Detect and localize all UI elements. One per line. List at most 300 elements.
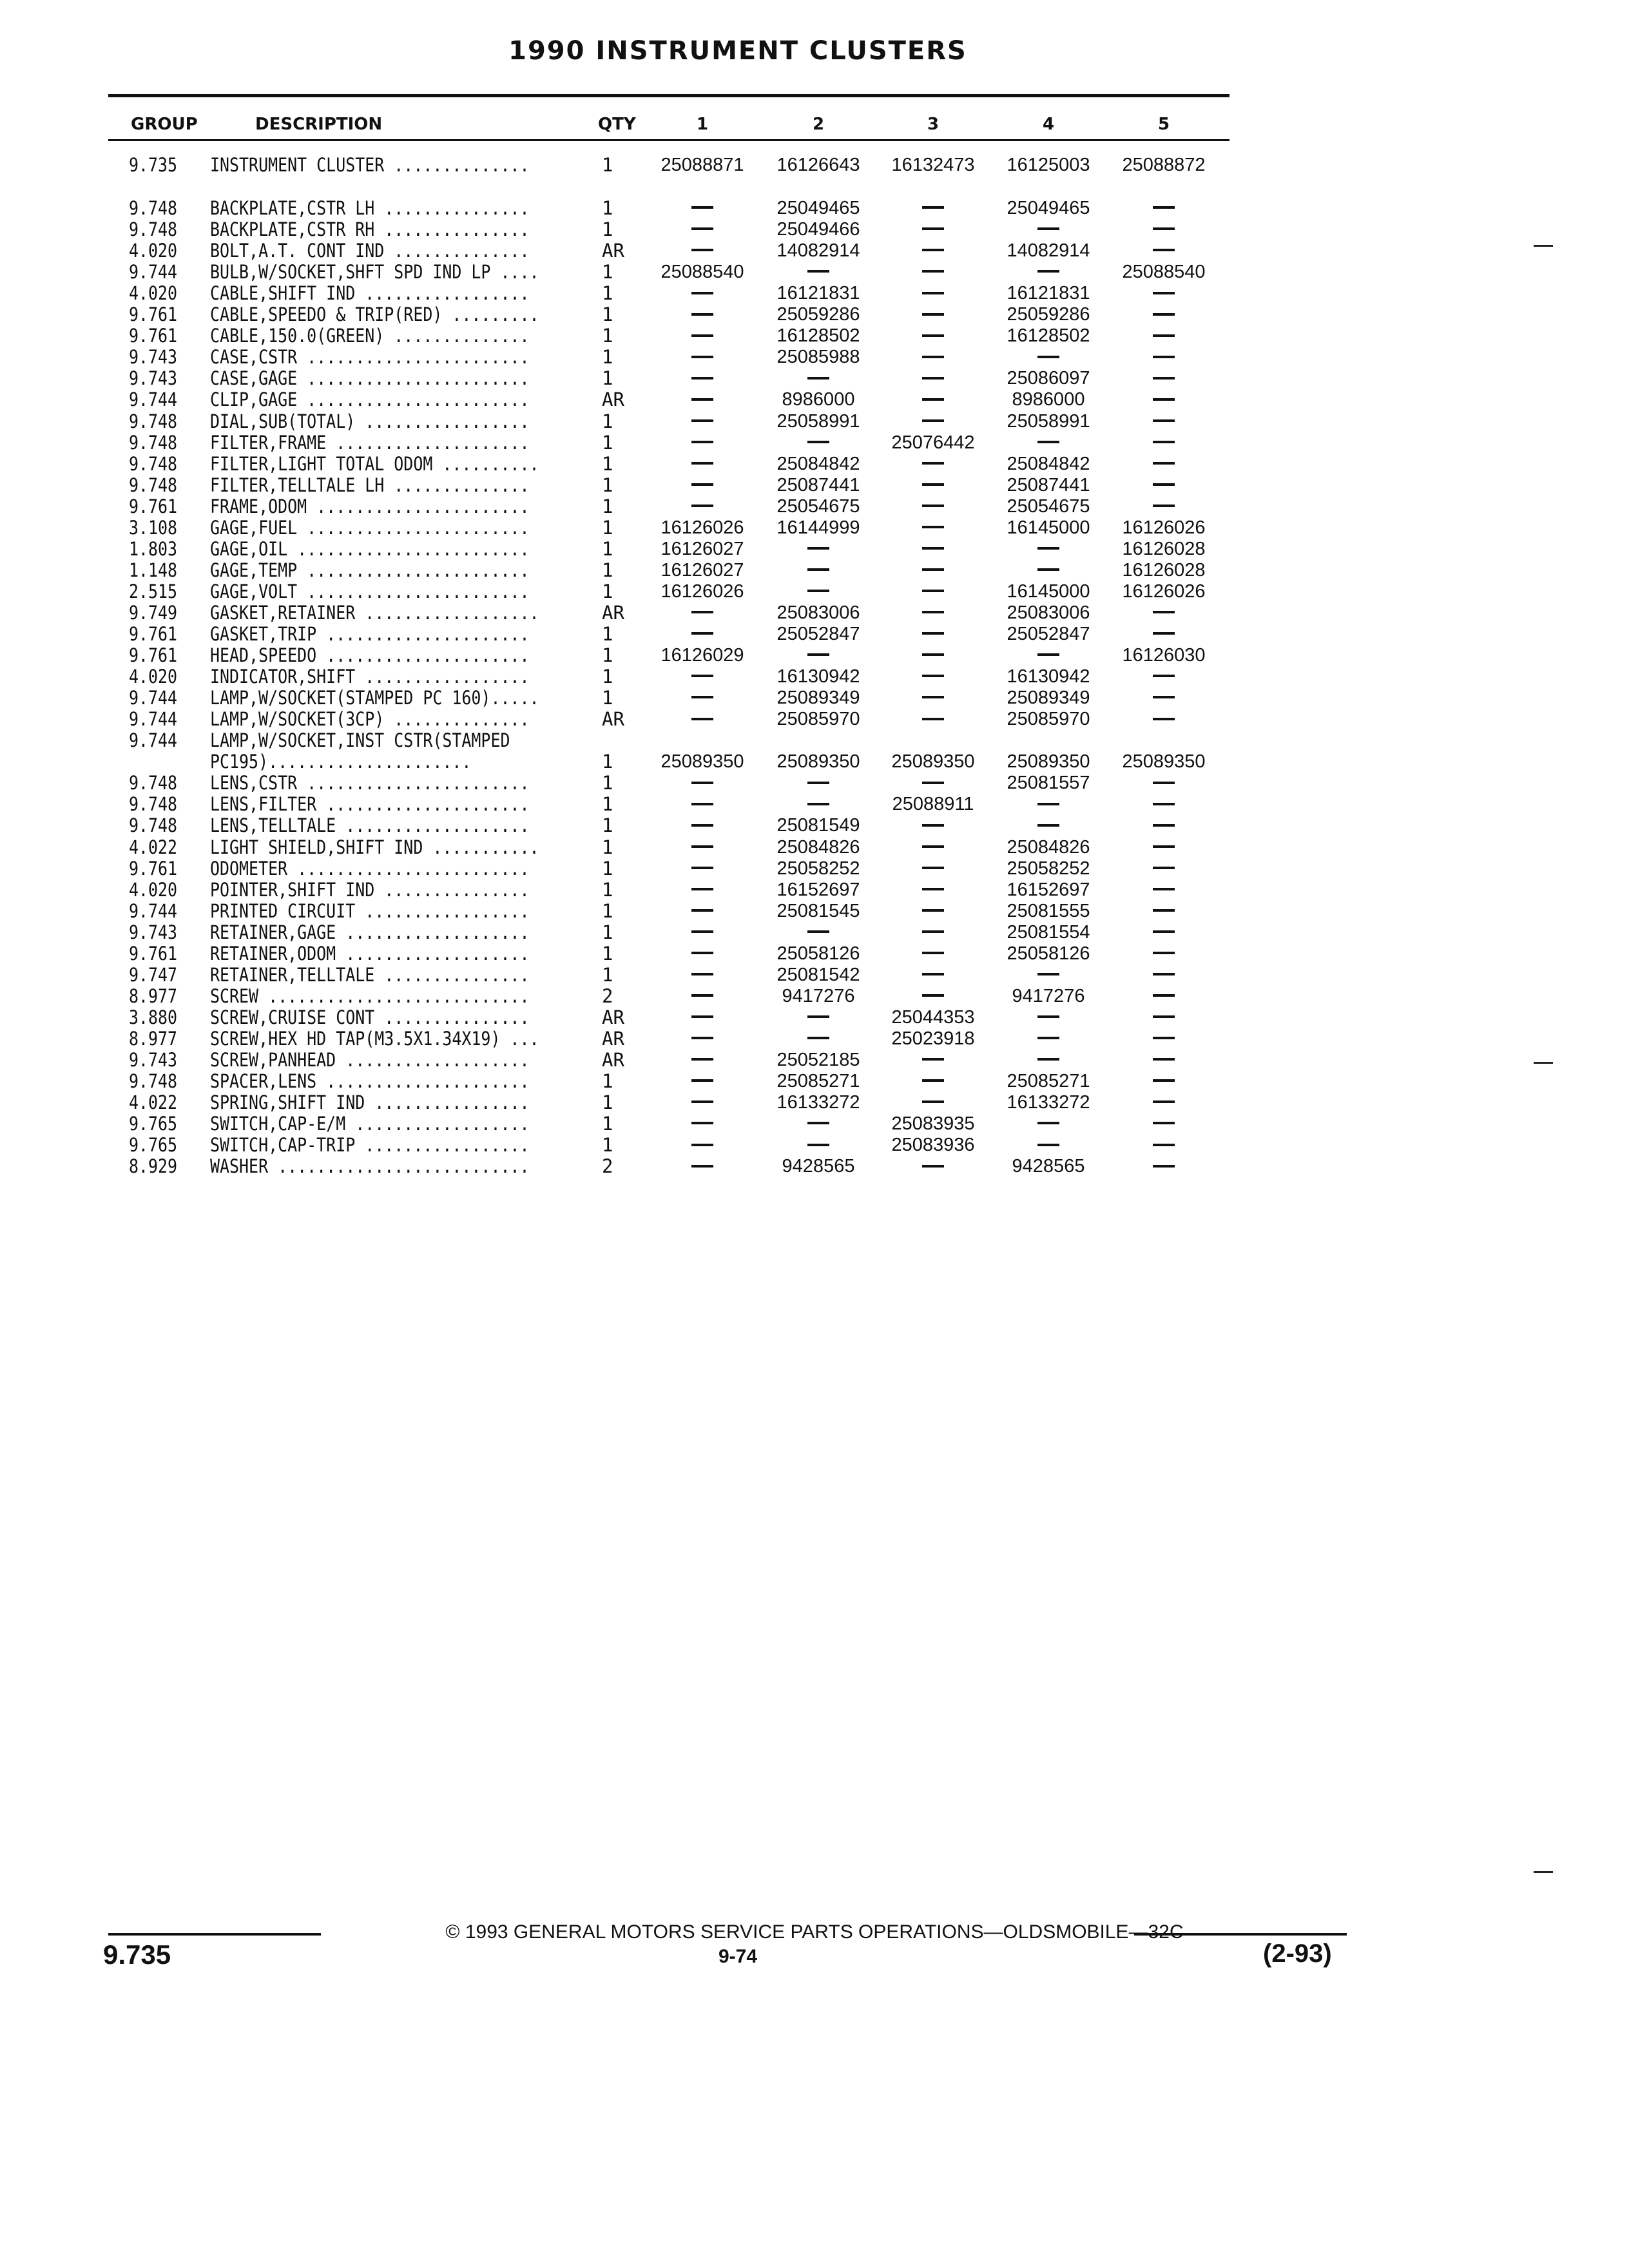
dash-mark bbox=[922, 930, 944, 933]
group-code: 9.735 bbox=[129, 154, 178, 176]
dash-mark bbox=[691, 973, 713, 975]
not-applicable-dash bbox=[875, 368, 991, 389]
group-code: 9.748 bbox=[129, 431, 178, 454]
part-number-col-4: 25081555 bbox=[1007, 900, 1090, 921]
not-applicable-dash bbox=[644, 1071, 760, 1091]
part-description: RETAINER,TELLTALE ............... bbox=[210, 964, 530, 985]
part-description: LAMP,W/SOCKET,INST CSTR(STAMPED bbox=[210, 730, 510, 751]
not-applicable-dash bbox=[990, 262, 1106, 282]
dash-mark bbox=[922, 1100, 944, 1103]
not-applicable-dash bbox=[1106, 1092, 1222, 1113]
part-number-col-4: 8986000 bbox=[1012, 389, 1085, 410]
part-qty: 1 bbox=[602, 516, 613, 539]
part-number-col-2: 25089350 bbox=[776, 751, 860, 773]
not-applicable-dash bbox=[875, 858, 991, 879]
not-applicable-dash bbox=[644, 496, 760, 517]
part-number-col-4: 16145000 bbox=[1007, 581, 1090, 602]
not-applicable-dash bbox=[644, 837, 760, 858]
not-applicable-dash bbox=[644, 858, 760, 879]
part-qty: 1 bbox=[602, 537, 613, 560]
not-applicable-dash bbox=[1106, 858, 1222, 879]
part-number-col-2: 8986000 bbox=[782, 389, 855, 410]
dash-mark bbox=[922, 1058, 944, 1061]
part-number-col-4: 16125003 bbox=[1007, 155, 1090, 175]
part-qty: 1 bbox=[602, 963, 613, 986]
part-qty: 1 bbox=[602, 878, 613, 901]
dash-mark bbox=[922, 867, 944, 869]
not-applicable-dash bbox=[644, 794, 760, 814]
part-number-col-1: 16126026 bbox=[660, 581, 744, 602]
part-number-col-2: 16121831 bbox=[776, 283, 860, 304]
group-code: 9.748 bbox=[129, 793, 178, 816]
group-code: 9.748 bbox=[129, 814, 178, 837]
not-applicable-dash bbox=[1106, 986, 1222, 1006]
not-applicable-dash bbox=[760, 1028, 876, 1049]
part-number-col-2: 25059286 bbox=[776, 304, 860, 325]
not-applicable-dash bbox=[875, 389, 991, 410]
not-applicable-dash bbox=[1106, 368, 1222, 389]
dash-mark bbox=[691, 994, 713, 997]
dash-mark bbox=[691, 377, 713, 380]
part-number-col-5: 16126026 bbox=[1122, 581, 1206, 602]
not-applicable-dash bbox=[875, 1050, 991, 1070]
not-applicable-dash bbox=[1106, 1071, 1222, 1091]
not-applicable-dash bbox=[644, 411, 760, 432]
not-applicable-dash bbox=[1106, 454, 1222, 474]
dash-mark bbox=[691, 1015, 713, 1018]
not-applicable-dash bbox=[990, 432, 1106, 453]
part-description: LENS,CSTR ....................... bbox=[210, 773, 530, 794]
not-applicable-dash bbox=[1106, 815, 1222, 836]
dash-mark bbox=[1153, 782, 1175, 784]
part-number-col-2: 25049465 bbox=[776, 198, 860, 218]
part-number-col-2: 16130942 bbox=[776, 666, 860, 687]
part-qty: 1 bbox=[602, 1134, 613, 1157]
not-applicable-dash bbox=[1106, 624, 1222, 644]
dash-mark bbox=[922, 227, 944, 230]
not-applicable-dash bbox=[875, 986, 991, 1006]
part-description: CASE,GAGE ....................... bbox=[210, 368, 530, 389]
dash-mark bbox=[922, 1165, 944, 1168]
not-applicable-dash bbox=[875, 645, 991, 666]
part-qty: 1 bbox=[602, 154, 613, 176]
not-applicable-dash bbox=[875, 922, 991, 943]
dash-mark bbox=[1153, 888, 1175, 890]
dash-mark bbox=[691, 356, 713, 358]
page-title: 1990 INSTRUMENT CLUSTERS bbox=[508, 36, 967, 66]
header-col-4: 4 bbox=[1042, 115, 1055, 134]
dash-mark bbox=[691, 952, 713, 954]
dash-mark bbox=[1037, 653, 1059, 656]
header-group: GROUP bbox=[131, 115, 198, 134]
copyright-notice: © 1993 GENERAL MOTORS SERVICE PARTS OPERATIONS—OLDSMOBILE—32C bbox=[445, 1921, 1184, 1943]
not-applicable-dash bbox=[875, 262, 991, 282]
group-code: 9.747 bbox=[129, 963, 178, 986]
group-code: 9.748 bbox=[129, 197, 178, 219]
dash-mark bbox=[691, 483, 713, 486]
dash-mark bbox=[691, 206, 713, 209]
not-applicable-dash bbox=[1106, 965, 1222, 985]
not-applicable-dash bbox=[760, 368, 876, 389]
dash-mark bbox=[691, 334, 713, 337]
group-code: 8.977 bbox=[129, 1027, 178, 1050]
group-code: 9.749 bbox=[129, 601, 178, 624]
dash-mark bbox=[922, 1079, 944, 1082]
dash-mark bbox=[691, 1079, 713, 1082]
part-description: LAMP,W/SOCKET(STAMPED PC 160)..... bbox=[210, 687, 539, 709]
part-description: BACKPLATE,CSTR RH ............... bbox=[210, 219, 530, 240]
not-applicable-dash bbox=[644, 240, 760, 261]
dash-mark bbox=[922, 611, 944, 613]
not-applicable-dash bbox=[875, 1156, 991, 1177]
part-description: GAGE,OIL ........................ bbox=[210, 538, 530, 559]
not-applicable-dash bbox=[875, 666, 991, 687]
not-applicable-dash bbox=[875, 901, 991, 921]
dash-mark bbox=[807, 590, 829, 592]
not-applicable-dash bbox=[875, 1071, 991, 1091]
part-number-col-2: 9428565 bbox=[782, 1156, 855, 1177]
part-qty: 1 bbox=[602, 751, 613, 773]
part-qty: 1 bbox=[602, 942, 613, 965]
part-number-col-2: 25054675 bbox=[776, 495, 860, 517]
dash-mark bbox=[807, 377, 829, 380]
part-number-col-2: 16133272 bbox=[776, 1092, 860, 1113]
group-code: 9.744 bbox=[129, 389, 178, 411]
part-qty: 1 bbox=[602, 899, 613, 922]
part-number-col-4: 25081557 bbox=[1007, 773, 1090, 794]
part-qty: 1 bbox=[602, 772, 613, 794]
dash-mark bbox=[1153, 313, 1175, 316]
not-applicable-dash bbox=[875, 815, 991, 836]
not-applicable-dash bbox=[875, 624, 991, 644]
part-qty: 1 bbox=[602, 559, 613, 581]
not-applicable-dash bbox=[1106, 666, 1222, 687]
dash-mark bbox=[1153, 632, 1175, 635]
group-code: 4.022 bbox=[129, 836, 178, 858]
not-applicable-dash bbox=[644, 368, 760, 389]
group-code: 9.765 bbox=[129, 1113, 178, 1135]
group-code: 2.515 bbox=[129, 580, 178, 602]
group-code: 9.743 bbox=[129, 367, 178, 390]
dash-mark bbox=[922, 505, 944, 507]
group-code: 9.761 bbox=[129, 303, 178, 326]
dash-mark bbox=[922, 590, 944, 592]
dash-mark bbox=[1153, 419, 1175, 422]
dash-mark bbox=[1153, 377, 1175, 380]
part-number-col-3: 16132473 bbox=[891, 155, 975, 175]
not-applicable-dash bbox=[875, 240, 991, 261]
dash-mark bbox=[1153, 249, 1175, 251]
dash-mark bbox=[691, 867, 713, 869]
dash-mark bbox=[922, 845, 944, 848]
dash-mark bbox=[691, 824, 713, 827]
group-code: 9.761 bbox=[129, 942, 178, 965]
group-code: 1.148 bbox=[129, 559, 178, 581]
dash-mark bbox=[1153, 909, 1175, 912]
part-description: FILTER,LIGHT TOTAL ODOM .......... bbox=[210, 453, 539, 474]
part-description: FRAME,ODOM ...................... bbox=[210, 495, 530, 517]
part-description: SCREW,CRUISE CONT ............... bbox=[210, 1006, 530, 1028]
not-applicable-dash bbox=[1106, 198, 1222, 218]
part-qty: 1 bbox=[602, 857, 613, 879]
not-applicable-dash bbox=[875, 837, 991, 858]
dash-mark bbox=[922, 313, 944, 316]
part-number-col-2: 25081545 bbox=[776, 900, 860, 921]
part-number-col-1: 16126026 bbox=[660, 517, 744, 538]
group-code: 9.748 bbox=[129, 218, 178, 241]
dash-mark bbox=[691, 249, 713, 251]
not-applicable-dash bbox=[644, 986, 760, 1006]
dash-mark bbox=[1153, 398, 1175, 401]
part-description: PC195)..................... bbox=[210, 751, 472, 773]
dash-mark bbox=[691, 292, 713, 294]
dash-mark bbox=[1153, 696, 1175, 698]
dash-mark bbox=[922, 206, 944, 209]
dash-mark bbox=[691, 419, 713, 422]
part-number-col-2: 25084842 bbox=[776, 453, 860, 474]
dash-mark bbox=[1153, 505, 1175, 507]
part-qty: 1 bbox=[602, 367, 613, 390]
not-applicable-dash bbox=[644, 389, 760, 410]
group-code: 9.748 bbox=[129, 452, 178, 475]
not-applicable-dash bbox=[644, 709, 760, 729]
not-applicable-dash bbox=[875, 517, 991, 538]
part-number-col-2: 25058991 bbox=[776, 410, 860, 432]
part-number-col-4: 25085271 bbox=[1007, 1071, 1090, 1092]
not-applicable-dash bbox=[1106, 432, 1222, 453]
group-code: 9.761 bbox=[129, 325, 178, 347]
part-qty: AR bbox=[602, 708, 624, 731]
not-applicable-dash bbox=[1106, 901, 1222, 921]
not-applicable-dash bbox=[644, 454, 760, 474]
part-description: WASHER .......................... bbox=[210, 1156, 530, 1177]
part-description: SPACER,LENS ..................... bbox=[210, 1071, 530, 1092]
not-applicable-dash bbox=[875, 219, 991, 240]
group-code: 9.744 bbox=[129, 708, 178, 731]
part-number-col-4: 25085970 bbox=[1007, 709, 1090, 730]
dash-mark bbox=[691, 718, 713, 720]
not-applicable-dash bbox=[875, 304, 991, 325]
part-qty: 1 bbox=[602, 346, 613, 369]
part-number-col-4: 25089350 bbox=[1007, 751, 1090, 773]
dash-mark bbox=[1153, 952, 1175, 954]
part-qty: 1 bbox=[602, 197, 613, 219]
not-applicable-dash bbox=[760, 922, 876, 943]
dash-mark bbox=[807, 1122, 829, 1124]
dash-mark bbox=[691, 1122, 713, 1124]
group-code: 3.880 bbox=[129, 1006, 178, 1028]
not-applicable-dash bbox=[1106, 1135, 1222, 1155]
part-qty: 1 bbox=[602, 814, 613, 837]
part-qty: 1 bbox=[602, 793, 613, 816]
dash-mark bbox=[807, 547, 829, 550]
dash-mark bbox=[922, 675, 944, 677]
part-number-col-4: 25081554 bbox=[1007, 921, 1090, 943]
group-code: 9.761 bbox=[129, 644, 178, 667]
group-code: 4.020 bbox=[129, 878, 178, 901]
dash-mark bbox=[1037, 1144, 1059, 1146]
part-number-col-1: 25088540 bbox=[660, 262, 744, 283]
not-applicable-dash bbox=[875, 687, 991, 708]
dash-mark bbox=[922, 888, 944, 890]
group-code: 9.761 bbox=[129, 857, 178, 879]
part-number-col-4: 25084842 bbox=[1007, 453, 1090, 474]
part-number-col-4: 25058991 bbox=[1007, 410, 1090, 432]
part-description: INSTRUMENT CLUSTER .............. bbox=[210, 155, 530, 175]
part-qty: AR bbox=[602, 1006, 624, 1028]
header-col-3: 3 bbox=[927, 115, 940, 134]
dash-mark bbox=[691, 803, 713, 805]
dash-mark bbox=[922, 398, 944, 401]
part-description: FILTER,TELLTALE LH .............. bbox=[210, 474, 530, 495]
part-number-col-4: 25059286 bbox=[1007, 304, 1090, 325]
not-applicable-dash bbox=[1106, 347, 1222, 367]
not-applicable-dash bbox=[644, 475, 760, 495]
dash-mark bbox=[922, 568, 944, 571]
not-applicable-dash bbox=[990, 794, 1106, 814]
not-applicable-dash bbox=[644, 1156, 760, 1177]
margin-mark bbox=[1534, 245, 1553, 247]
part-description: CABLE,150.0(GREEN) .............. bbox=[210, 325, 530, 347]
dash-mark bbox=[1153, 803, 1175, 805]
dash-mark bbox=[1037, 227, 1059, 230]
not-applicable-dash bbox=[760, 432, 876, 453]
dash-mark bbox=[1153, 441, 1175, 443]
header-description: DESCRIPTION bbox=[255, 115, 383, 134]
not-applicable-dash bbox=[875, 581, 991, 602]
part-description: INDICATOR,SHIFT ................. bbox=[210, 666, 530, 687]
dash-mark bbox=[922, 547, 944, 550]
part-number-col-3: 25044353 bbox=[891, 1006, 975, 1028]
part-description: SCREW,PANHEAD ................... bbox=[210, 1050, 530, 1070]
not-applicable-dash bbox=[760, 645, 876, 666]
part-description: SWITCH,CAP-TRIP ................. bbox=[210, 1135, 530, 1156]
part-number-col-4: 9428565 bbox=[1012, 1156, 1085, 1177]
not-applicable-dash bbox=[1106, 240, 1222, 261]
dash-mark bbox=[691, 611, 713, 613]
part-number-col-4: 14082914 bbox=[1007, 240, 1090, 262]
part-qty: 1 bbox=[602, 282, 613, 305]
part-number-col-1: 16126027 bbox=[660, 559, 744, 581]
part-number-col-2: 25085271 bbox=[776, 1071, 860, 1092]
dash-mark bbox=[1153, 206, 1175, 209]
part-description: ODOMETER ........................ bbox=[210, 858, 530, 879]
not-applicable-dash bbox=[1106, 496, 1222, 517]
dash-mark bbox=[1037, 547, 1059, 550]
part-qty: 1 bbox=[602, 644, 613, 667]
part-qty: 1 bbox=[602, 303, 613, 326]
dash-mark bbox=[922, 270, 944, 273]
dash-mark bbox=[807, 441, 829, 443]
part-qty: 1 bbox=[602, 666, 613, 688]
dash-mark bbox=[922, 994, 944, 997]
part-qty: 1 bbox=[602, 431, 613, 454]
dash-mark bbox=[1037, 1058, 1059, 1061]
dash-mark bbox=[691, 1058, 713, 1061]
not-applicable-dash bbox=[760, 1113, 876, 1134]
part-number-col-1: 25089350 bbox=[660, 751, 744, 773]
part-qty: 1 bbox=[602, 495, 613, 517]
not-applicable-dash bbox=[644, 1028, 760, 1049]
dash-mark bbox=[691, 1144, 713, 1146]
not-applicable-dash bbox=[760, 1007, 876, 1028]
part-description: SCREW ........................... bbox=[210, 985, 530, 1006]
not-applicable-dash bbox=[760, 773, 876, 793]
footer-group-code: 9.735 bbox=[103, 1939, 171, 1970]
group-code: 4.022 bbox=[129, 1091, 178, 1114]
page-number: 9-74 bbox=[718, 1946, 758, 1967]
dash-mark bbox=[807, 1015, 829, 1018]
part-description: GASKET,RETAINER .................. bbox=[210, 602, 539, 623]
not-applicable-dash bbox=[644, 687, 760, 708]
not-applicable-dash bbox=[1106, 325, 1222, 346]
dash-mark bbox=[922, 356, 944, 358]
dash-mark bbox=[691, 227, 713, 230]
group-code: 9.761 bbox=[129, 495, 178, 517]
not-applicable-dash bbox=[644, 1135, 760, 1155]
not-applicable-dash bbox=[875, 943, 991, 964]
dash-mark bbox=[691, 845, 713, 848]
not-applicable-dash bbox=[875, 1092, 991, 1113]
group-code: 4.020 bbox=[129, 666, 178, 688]
part-number-col-2: 16126643 bbox=[776, 155, 860, 175]
dash-mark bbox=[922, 377, 944, 380]
dash-mark bbox=[691, 1165, 713, 1168]
dash-mark bbox=[1037, 568, 1059, 571]
not-applicable-dash bbox=[875, 709, 991, 729]
dash-mark bbox=[807, 930, 829, 933]
dash-mark bbox=[691, 888, 713, 890]
group-code: 9.761 bbox=[129, 623, 178, 645]
dash-mark bbox=[1153, 994, 1175, 997]
part-number-col-4: 25087441 bbox=[1007, 474, 1090, 495]
not-applicable-dash bbox=[1106, 1113, 1222, 1134]
not-applicable-dash bbox=[644, 1092, 760, 1113]
part-number-col-2: 25058126 bbox=[776, 943, 860, 964]
not-applicable-dash bbox=[1106, 1156, 1222, 1177]
part-number-col-5: 25089350 bbox=[1122, 751, 1206, 773]
dash-mark bbox=[1153, 1144, 1175, 1146]
not-applicable-dash bbox=[990, 347, 1106, 367]
part-qty: 1 bbox=[602, 218, 613, 241]
part-number-col-5: 16126028 bbox=[1122, 538, 1206, 559]
part-description: PRINTED CIRCUIT ................. bbox=[210, 900, 530, 921]
not-applicable-dash bbox=[990, 1050, 1106, 1070]
part-number-col-3: 25083936 bbox=[891, 1135, 975, 1156]
not-applicable-dash bbox=[1106, 879, 1222, 900]
dash-mark bbox=[922, 462, 944, 465]
not-applicable-dash bbox=[875, 879, 991, 900]
dash-mark bbox=[1153, 930, 1175, 933]
part-qty: AR bbox=[602, 601, 624, 624]
group-code: 4.020 bbox=[129, 240, 178, 262]
part-description: GAGE,VOLT ....................... bbox=[210, 581, 530, 602]
part-number-col-2: 25087441 bbox=[776, 474, 860, 495]
part-description: HEAD,SPEEDO ..................... bbox=[210, 645, 530, 666]
part-qty: AR bbox=[602, 389, 624, 411]
part-description: LIGHT SHIELD,SHIFT IND ........... bbox=[210, 836, 539, 858]
not-applicable-dash bbox=[1106, 475, 1222, 495]
not-applicable-dash bbox=[990, 1028, 1106, 1049]
part-description: LENS,TELLTALE ................... bbox=[210, 815, 530, 836]
not-applicable-dash bbox=[644, 304, 760, 325]
group-code: 3.108 bbox=[129, 516, 178, 539]
part-description: SPRING,SHIFT IND ................ bbox=[210, 1092, 530, 1113]
dash-mark bbox=[922, 718, 944, 720]
dash-mark bbox=[922, 334, 944, 337]
not-applicable-dash bbox=[760, 794, 876, 814]
dash-mark bbox=[807, 568, 829, 571]
